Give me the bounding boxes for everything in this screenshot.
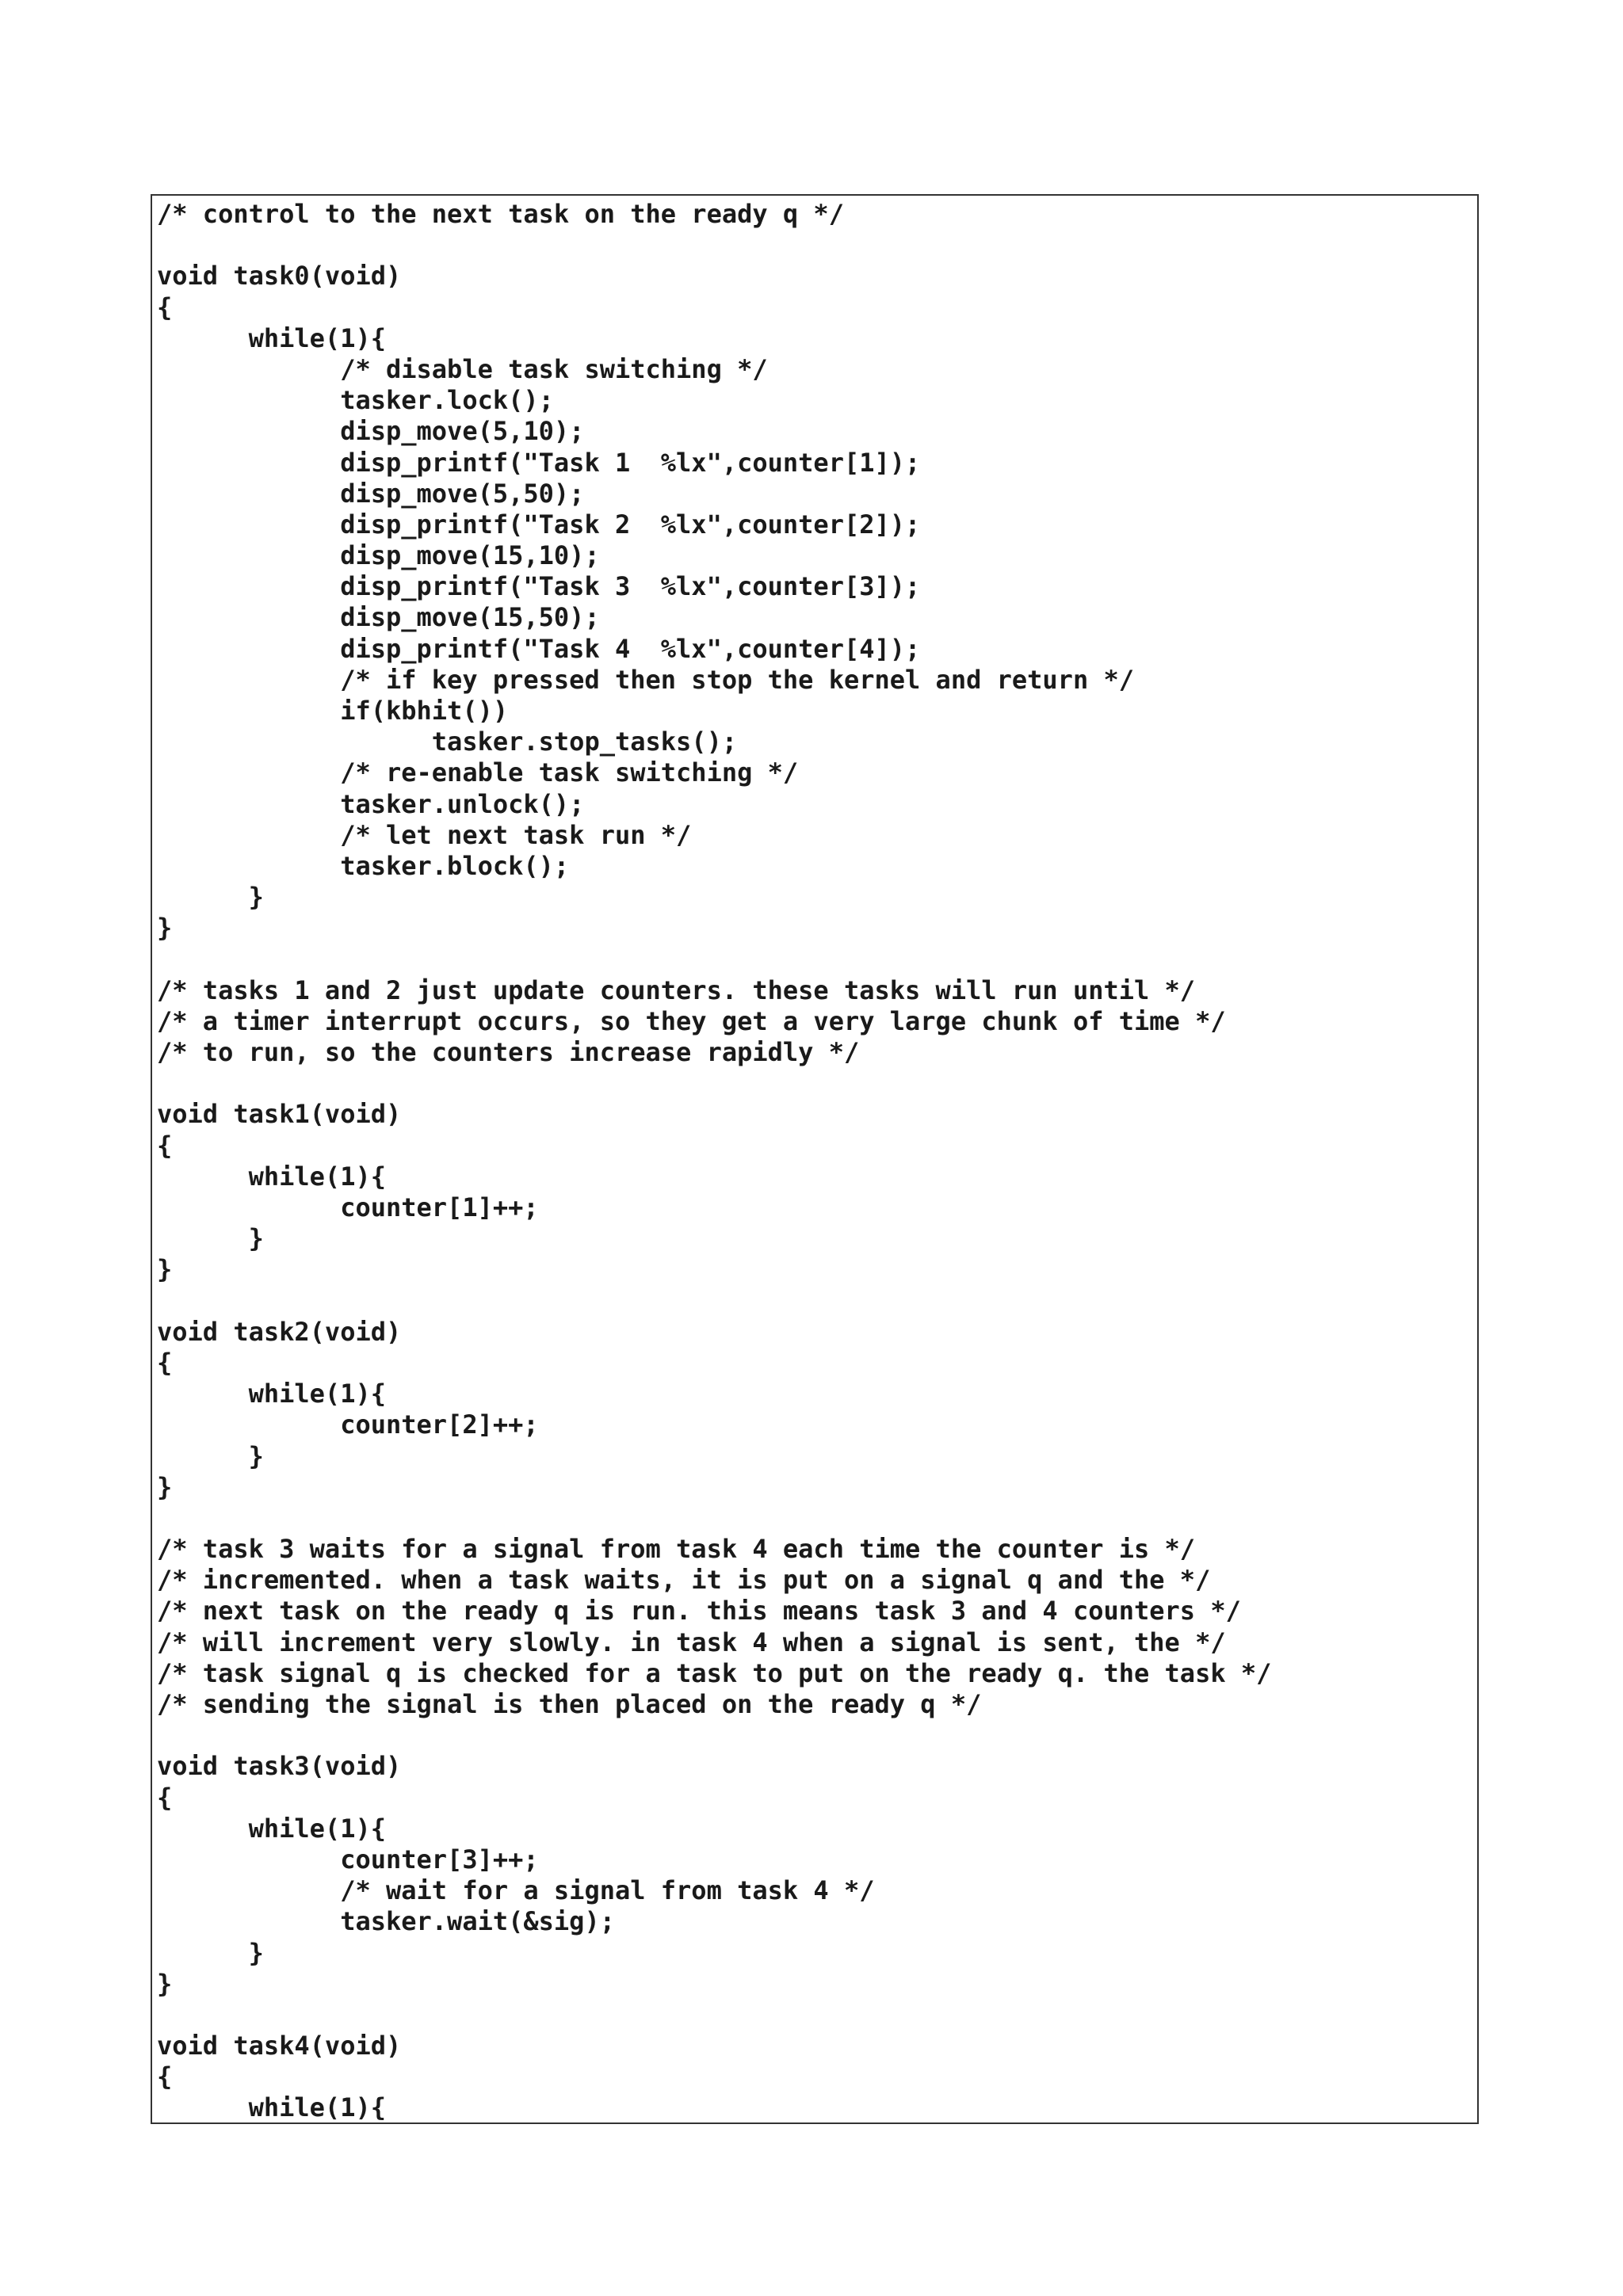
- code-line: /* to run, so the counters increase rapidly */: [157, 1037, 860, 1068]
- code-line: [157, 2000, 1271, 2031]
- code-line: {: [157, 2061, 173, 2092]
- code-line: void task0(void): [157, 261, 402, 292]
- code-line: /* task signal q is checked for a task to put on the ready q. the task */: [157, 1657, 1272, 1688]
- code-line: disp_printf("Task 3 %lx",counter[3]);: [157, 571, 921, 602]
- code-line: /* control to the next task on the ready q */: [157, 199, 844, 229]
- code-line: }: [157, 1471, 173, 1502]
- code-line: disp_move(15,50);: [157, 602, 600, 633]
- code-line: [157, 944, 1271, 975]
- code-line: /* sending the signal is then placed on the ready q */: [157, 1689, 982, 1719]
- code-line: while(1){: [157, 2092, 386, 2123]
- code-line: /* a timer interrupt occurs, so they get a very large chunk of time */: [157, 1005, 1226, 1036]
- code-line: disp_printf("Task 1 %lx",counter[1]);: [157, 447, 921, 478]
- code-line: /* incremented. when a task waits, it is put on a signal q and the */: [157, 1565, 1211, 1596]
- code-line: [157, 230, 1271, 261]
- code-line: /* will increment very slowly. in task 4 when a signal is sent, the */: [157, 1627, 1226, 1657]
- code-line: }: [157, 913, 173, 944]
- code-line: while(1){: [157, 1813, 386, 1844]
- code-listing: [152, 199, 1271, 2124]
- code-line: /* if key pressed then stop the kernel and return */: [157, 664, 1134, 695]
- code-line: }: [157, 882, 264, 913]
- code-line: while(1){: [157, 1161, 386, 1192]
- code-line: tasker.block();: [157, 850, 570, 881]
- code-line: /* disable task switching */: [157, 353, 768, 384]
- code-line: disp_printf("Task 4 %lx",counter[4]);: [157, 633, 921, 664]
- code-line: }: [157, 1937, 264, 1968]
- code-line: void task4(void): [157, 2031, 402, 2061]
- code-line: /* let next task run */: [157, 819, 692, 850]
- code-line: /* wait for a signal from task 4 */: [157, 1875, 875, 1906]
- code-line: counter[1]++;: [157, 1192, 539, 1222]
- code-line: }: [157, 1440, 264, 1471]
- code-line: counter[2]++;: [157, 1409, 539, 1440]
- code-line: disp_move(15,10);: [157, 540, 600, 571]
- code-line: disp_move(5,10);: [157, 416, 585, 447]
- code-line: disp_move(5,50);: [157, 478, 585, 509]
- code-line: }: [157, 1223, 264, 1254]
- code-line: tasker.unlock();: [157, 788, 585, 819]
- code-line: [157, 1286, 1271, 1317]
- code-line: {: [157, 292, 173, 322]
- code-line: void task1(void): [157, 1099, 402, 1130]
- code-line: tasker.lock();: [157, 385, 554, 416]
- code-line: [157, 1068, 1271, 1099]
- code-line: tasker.wait(&sig);: [157, 1906, 615, 1937]
- code-line: {: [157, 1130, 173, 1161]
- code-line: /* next task on the ready q is run. this means task 3 and 4 counters */: [157, 1596, 1241, 1627]
- code-line: disp_printf("Task 2 %lx",counter[2]);: [157, 509, 921, 540]
- code-line: if(kbhit()): [157, 696, 509, 726]
- code-line: void task2(void): [157, 1316, 402, 1347]
- code-line: [157, 1720, 1271, 1751]
- code-line: void task3(void): [157, 1751, 402, 1782]
- code-line: {: [157, 1782, 173, 1813]
- code-line: tasker.stop_tasks();: [157, 727, 738, 757]
- code-line: counter[3]++;: [157, 1844, 539, 1875]
- code-line: while(1){: [157, 1379, 386, 1409]
- code-line: [157, 1503, 1271, 1534]
- code-line: /* tasks 1 and 2 just update counters. these tasks will run until */: [157, 974, 1196, 1005]
- code-line: while(1){: [157, 322, 386, 353]
- code-line: {: [157, 1347, 173, 1378]
- code-line: /* re-enable task switching */: [157, 757, 799, 788]
- code-line: }: [157, 1968, 173, 1999]
- code-listing-box: [151, 194, 1479, 2124]
- code-line: /* task 3 waits for a signal from task 4 each time the counter is */: [157, 1534, 1196, 1565]
- code-line: }: [157, 1254, 173, 1285]
